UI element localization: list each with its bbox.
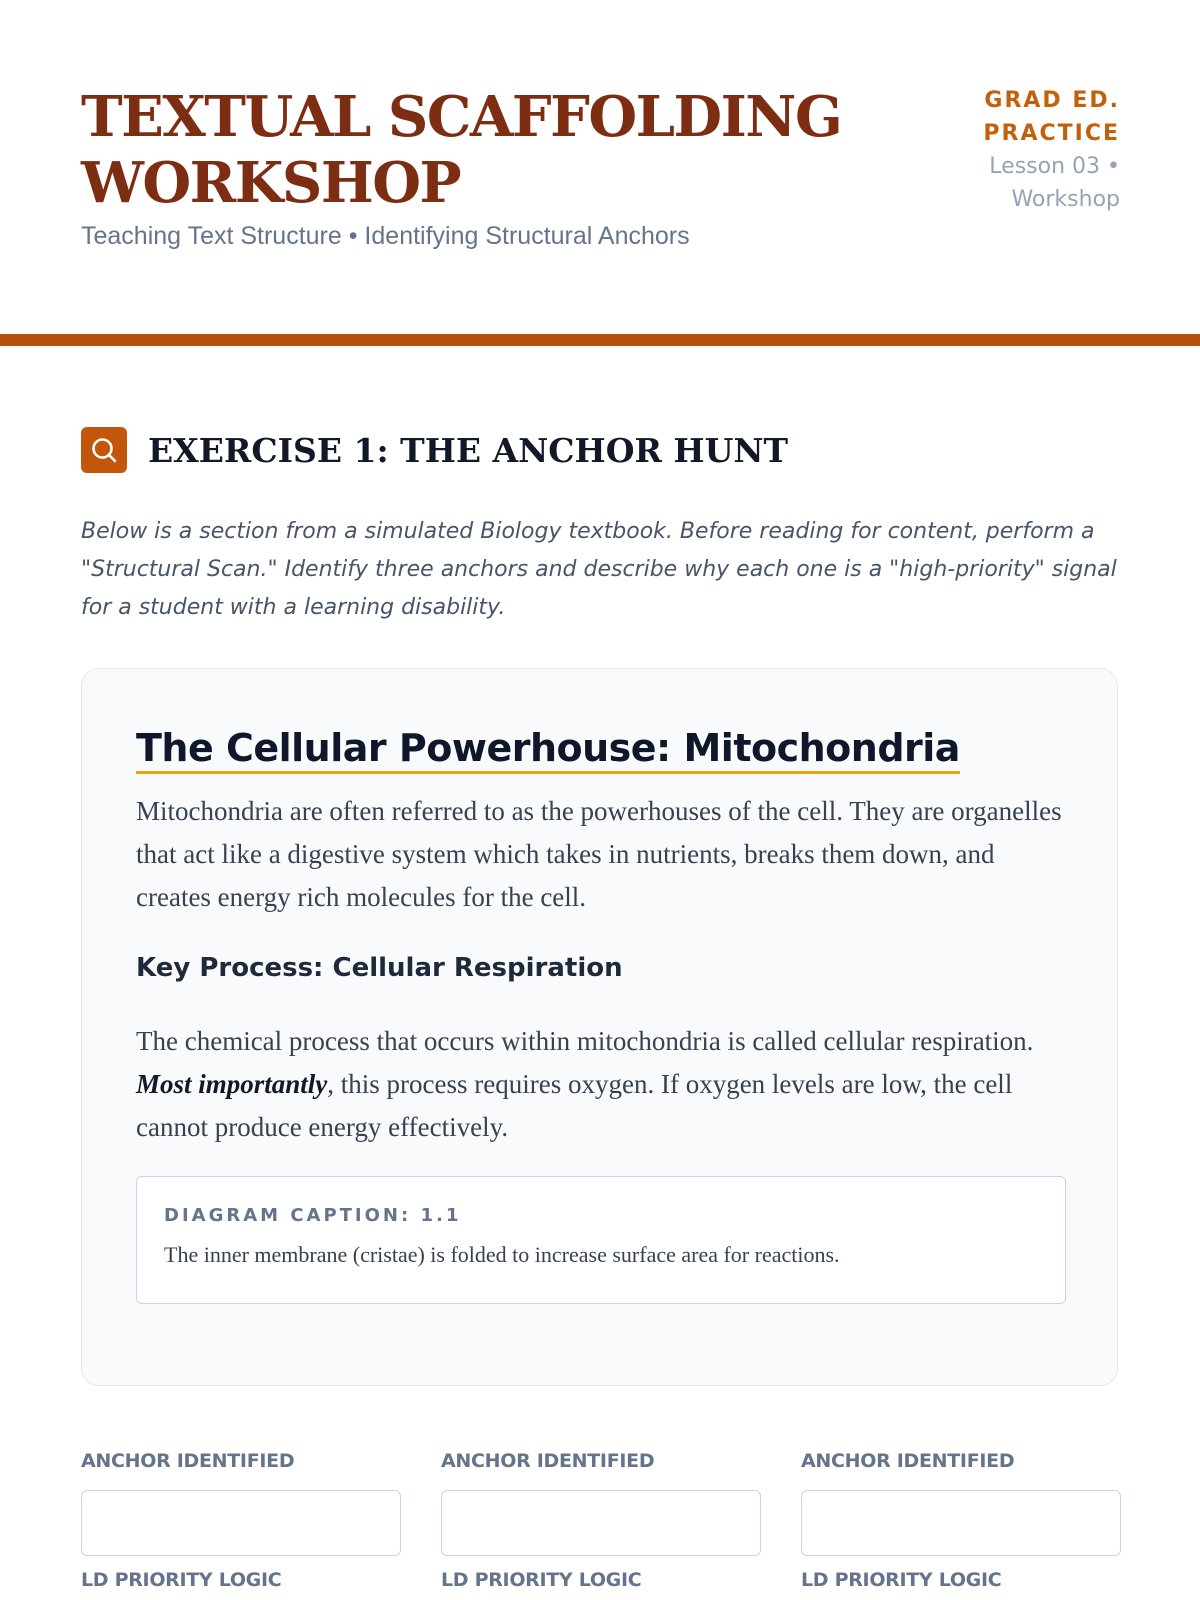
paragraph-2-text-end: , this process requires oxygen. If oxygen levels are low, the cell cannot produce energy effectively. xyxy=(136,1069,1013,1142)
page-title: TEXTUAL SCAFFOLDING WORKSHOP xyxy=(81,84,842,216)
anchor-label: ANCHOR IDENTIFIED xyxy=(801,1450,1015,1472)
course-meta xyxy=(920,84,1120,216)
exercise-title: EXERCISE 1: THE ANCHOR HUNT xyxy=(148,430,789,470)
passage-paragraph-1: Mitochondria are often referred to as the powerhouses of the cell. They are organelles that act like a digestive system which takes in nutrients, breaks them down, and creates energy rich molecules for the cell. xyxy=(136,796,1062,912)
lesson-info-line1: Lesson 03 • xyxy=(989,154,1120,179)
anchor-input-2[interactable] xyxy=(441,1490,761,1556)
response-column-2 xyxy=(441,1449,761,1592)
caption-label: DIAGRAM CAPTION: 1.1 xyxy=(164,1205,462,1226)
emphasis-phrase: Most importantly xyxy=(136,1069,328,1099)
paragraph-2-text-start: The chemical process that occurs within mitochondria is called cellular respiration. xyxy=(136,1026,1034,1056)
caption-text: The inner membrane (cristae) is folded to increase surface area for reactions. xyxy=(164,1242,840,1267)
course-label-line1: GRAD ED. xyxy=(984,88,1120,113)
search-icon xyxy=(81,427,127,473)
course-label-line2: PRACTICE xyxy=(983,121,1120,146)
response-column-1 xyxy=(81,1449,401,1592)
response-column-3 xyxy=(801,1449,1121,1592)
reading-passage-card xyxy=(81,668,1118,1386)
lesson-info-line2: Workshop xyxy=(1011,187,1120,212)
header-divider xyxy=(0,334,1200,346)
logic-label: LD PRIORITY LOGIC xyxy=(81,1569,282,1591)
passage-title: The Cellular Powerhouse: Mitochondria xyxy=(136,725,960,774)
passage-subheading: Key Process: Cellular Respiration xyxy=(136,953,623,983)
page-subtitle: Teaching Text Structure • Identifying Structural Anchors xyxy=(81,222,690,250)
logic-label: LD PRIORITY LOGIC xyxy=(801,1569,1002,1591)
anchor-label: ANCHOR IDENTIFIED xyxy=(81,1450,295,1472)
page-header xyxy=(81,84,1120,251)
anchor-label: ANCHOR IDENTIFIED xyxy=(441,1450,655,1472)
exercise-heading xyxy=(81,427,788,473)
passage-paragraph-2 xyxy=(136,1020,1071,1149)
diagram-caption-box xyxy=(136,1176,1066,1304)
logic-label: LD PRIORITY LOGIC xyxy=(441,1569,642,1591)
anchor-input-1[interactable] xyxy=(81,1490,401,1556)
exercise-instructions: Below is a section from a simulated Biology textbook. Before reading for content, perform a "Structural Scan." Identify three anchors and describe why each one is a "high-priority" signal for a student with a learning disability. xyxy=(81,519,1117,620)
anchor-input-3[interactable] xyxy=(801,1490,1121,1556)
